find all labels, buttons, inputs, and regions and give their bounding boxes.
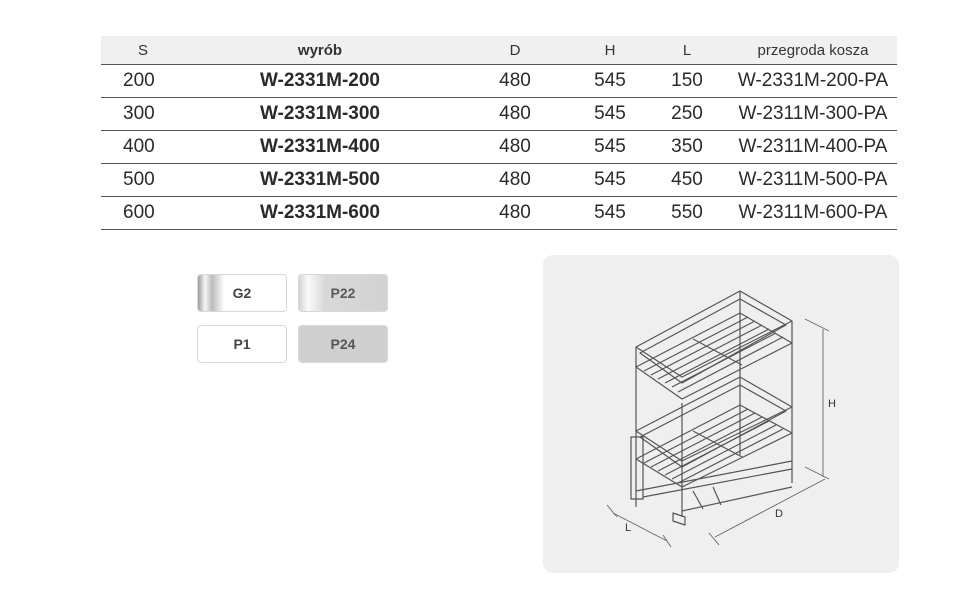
cell-l: 150	[645, 65, 729, 98]
product-drawing-panel	[543, 255, 899, 573]
header-l: L	[645, 36, 729, 65]
table-header-row	[101, 36, 897, 65]
cell-h: 545	[575, 164, 645, 197]
cell-divider: W-2311M-600-PA	[729, 197, 897, 230]
cell-s: 300	[101, 98, 185, 131]
table-row	[101, 98, 897, 131]
basket-frame	[631, 291, 792, 525]
table-row	[101, 65, 897, 98]
cell-d: 480	[455, 65, 575, 98]
header-product: wyrób	[185, 36, 455, 65]
cell-l: 550	[645, 197, 729, 230]
cell-product: W-2331M-300	[185, 98, 455, 131]
table-row	[101, 131, 897, 164]
cell-divider: W-2311M-500-PA	[729, 164, 897, 197]
finish-label-p22: P22	[330, 285, 356, 301]
cell-divider: W-2311M-300-PA	[729, 98, 897, 131]
finish-swatch-p1	[197, 325, 287, 363]
dimension-label-d: D	[775, 508, 783, 520]
cell-l: 350	[645, 131, 729, 164]
cell-d: 480	[455, 131, 575, 164]
table-row	[101, 197, 897, 230]
basket-drawing	[543, 255, 899, 573]
table-row	[101, 164, 897, 197]
cell-s: 600	[101, 197, 185, 230]
finish-label-p24: P24	[330, 336, 356, 352]
cell-s: 400	[101, 131, 185, 164]
dimension-label-h: H	[828, 398, 836, 410]
cell-divider: W-2311M-400-PA	[729, 131, 897, 164]
cell-d: 480	[455, 164, 575, 197]
cell-s: 200	[101, 65, 185, 98]
header-h: H	[575, 36, 645, 65]
cell-d: 480	[455, 197, 575, 230]
cell-l: 250	[645, 98, 729, 131]
cell-product: W-2331M-200	[185, 65, 455, 98]
finish-label-g2: G2	[232, 285, 252, 301]
cell-h: 545	[575, 131, 645, 164]
finish-swatch-p22	[298, 274, 388, 312]
finish-label-p1: P1	[233, 336, 251, 352]
header-divider: przegroda kosza	[729, 36, 897, 65]
cell-product: W-2331M-400	[185, 131, 455, 164]
cell-h: 545	[575, 98, 645, 131]
finish-swatch-p24	[298, 325, 388, 363]
cell-h: 545	[575, 65, 645, 98]
cell-h: 545	[575, 197, 645, 230]
cell-divider: W-2331M-200-PA	[729, 65, 897, 98]
dimension-label-l: L	[625, 522, 632, 534]
cell-product: W-2331M-600	[185, 197, 455, 230]
spec-table	[101, 36, 897, 230]
header-s: S	[101, 36, 185, 65]
cell-product: W-2331M-500	[185, 164, 455, 197]
cell-l: 450	[645, 164, 729, 197]
cell-d: 480	[455, 98, 575, 131]
header-d: D	[455, 36, 575, 65]
cell-s: 500	[101, 164, 185, 197]
finish-swatch-g2	[197, 274, 287, 312]
